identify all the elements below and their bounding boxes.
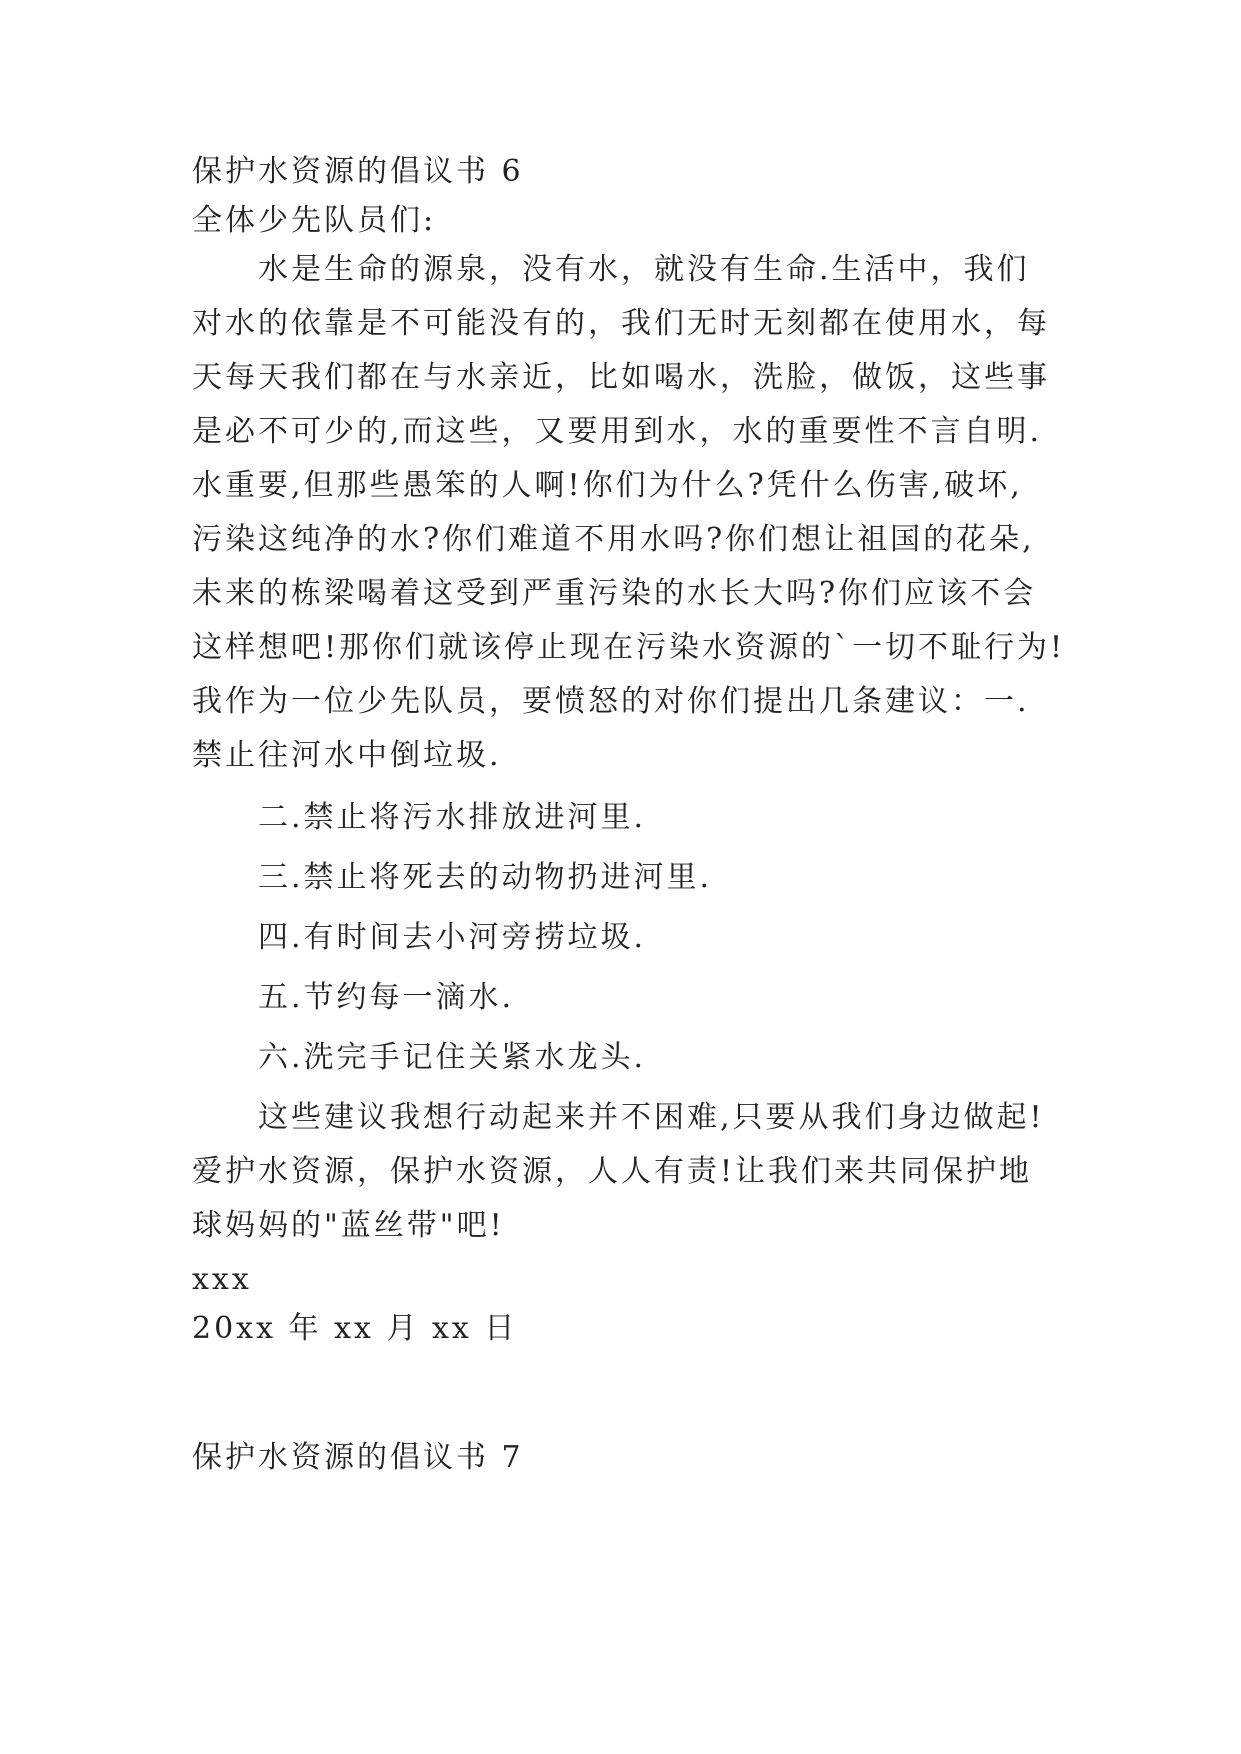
salutation: 全体少先队员们: xyxy=(192,203,437,238)
body-paragraph-line: 禁止往河水中倒垃圾. xyxy=(192,738,502,773)
body-paragraph-line: 水是生命的源泉，没有水，就没有生命.生活中，我们 xyxy=(258,252,1030,287)
suggestion-item: 六.洗完手记住关紧水龙头. xyxy=(258,1040,647,1075)
section-6-title: 保护水资源的倡议书 6 xyxy=(192,154,524,189)
suggestion-item: 五.节约每一滴水. xyxy=(258,980,515,1015)
suggestion-item: 三.禁止将死去的动物扔进河里. xyxy=(258,860,713,895)
suggestion-item: 四.有时间去小河旁捞垃圾. xyxy=(258,920,647,955)
body-paragraph-line: 这样想吧!那你们就该停止现在污染水资源的`一切不耻行为! xyxy=(192,630,1066,665)
body-paragraph-line: 污染这纯净的水?你们难道不用水吗?你们想让祖国的花朵, xyxy=(192,522,1035,557)
date-line: 20xx 年 xx 月 xx 日 xyxy=(192,1311,518,1346)
closing-paragraph-line: 球妈妈的"蓝丝带"吧! xyxy=(192,1208,505,1243)
body-paragraph-line: 我作为一位少先队员，要愤怒的对你们提出几条建议：一. xyxy=(192,684,1030,719)
closing-paragraph-line: 爱护水资源，保护水资源，人人有责!让我们来共同保护地 xyxy=(192,1154,1033,1189)
body-paragraph-line: 天每天我们都在与水亲近，比如喝水，洗脸，做饭，这些事 xyxy=(192,360,1050,395)
body-paragraph-line: 对水的依靠是不可能没有的，我们无时无刻都在使用水，每 xyxy=(192,306,1050,341)
body-paragraph-line: 是必不可少的,而这些，又要用到水，水的重要性不言自明. xyxy=(192,414,1043,449)
closing-paragraph-line: 这些建议我想行动起来并不困难,只要从我们身边做起! xyxy=(258,1100,1045,1135)
body-paragraph-line: 未来的栋梁喝着这受到严重污染的水长大吗?你们应该不会 xyxy=(192,576,1037,611)
body-paragraph-line: 水重要,但那些愚笨的人啊!你们为什么?凭什么伤害,破坏, xyxy=(192,468,1023,503)
section-7-title: 保护水资源的倡议书 7 xyxy=(192,1440,524,1475)
suggestion-item: 二.禁止将污水排放进河里. xyxy=(258,800,647,835)
signature: xxx xyxy=(192,1262,252,1297)
